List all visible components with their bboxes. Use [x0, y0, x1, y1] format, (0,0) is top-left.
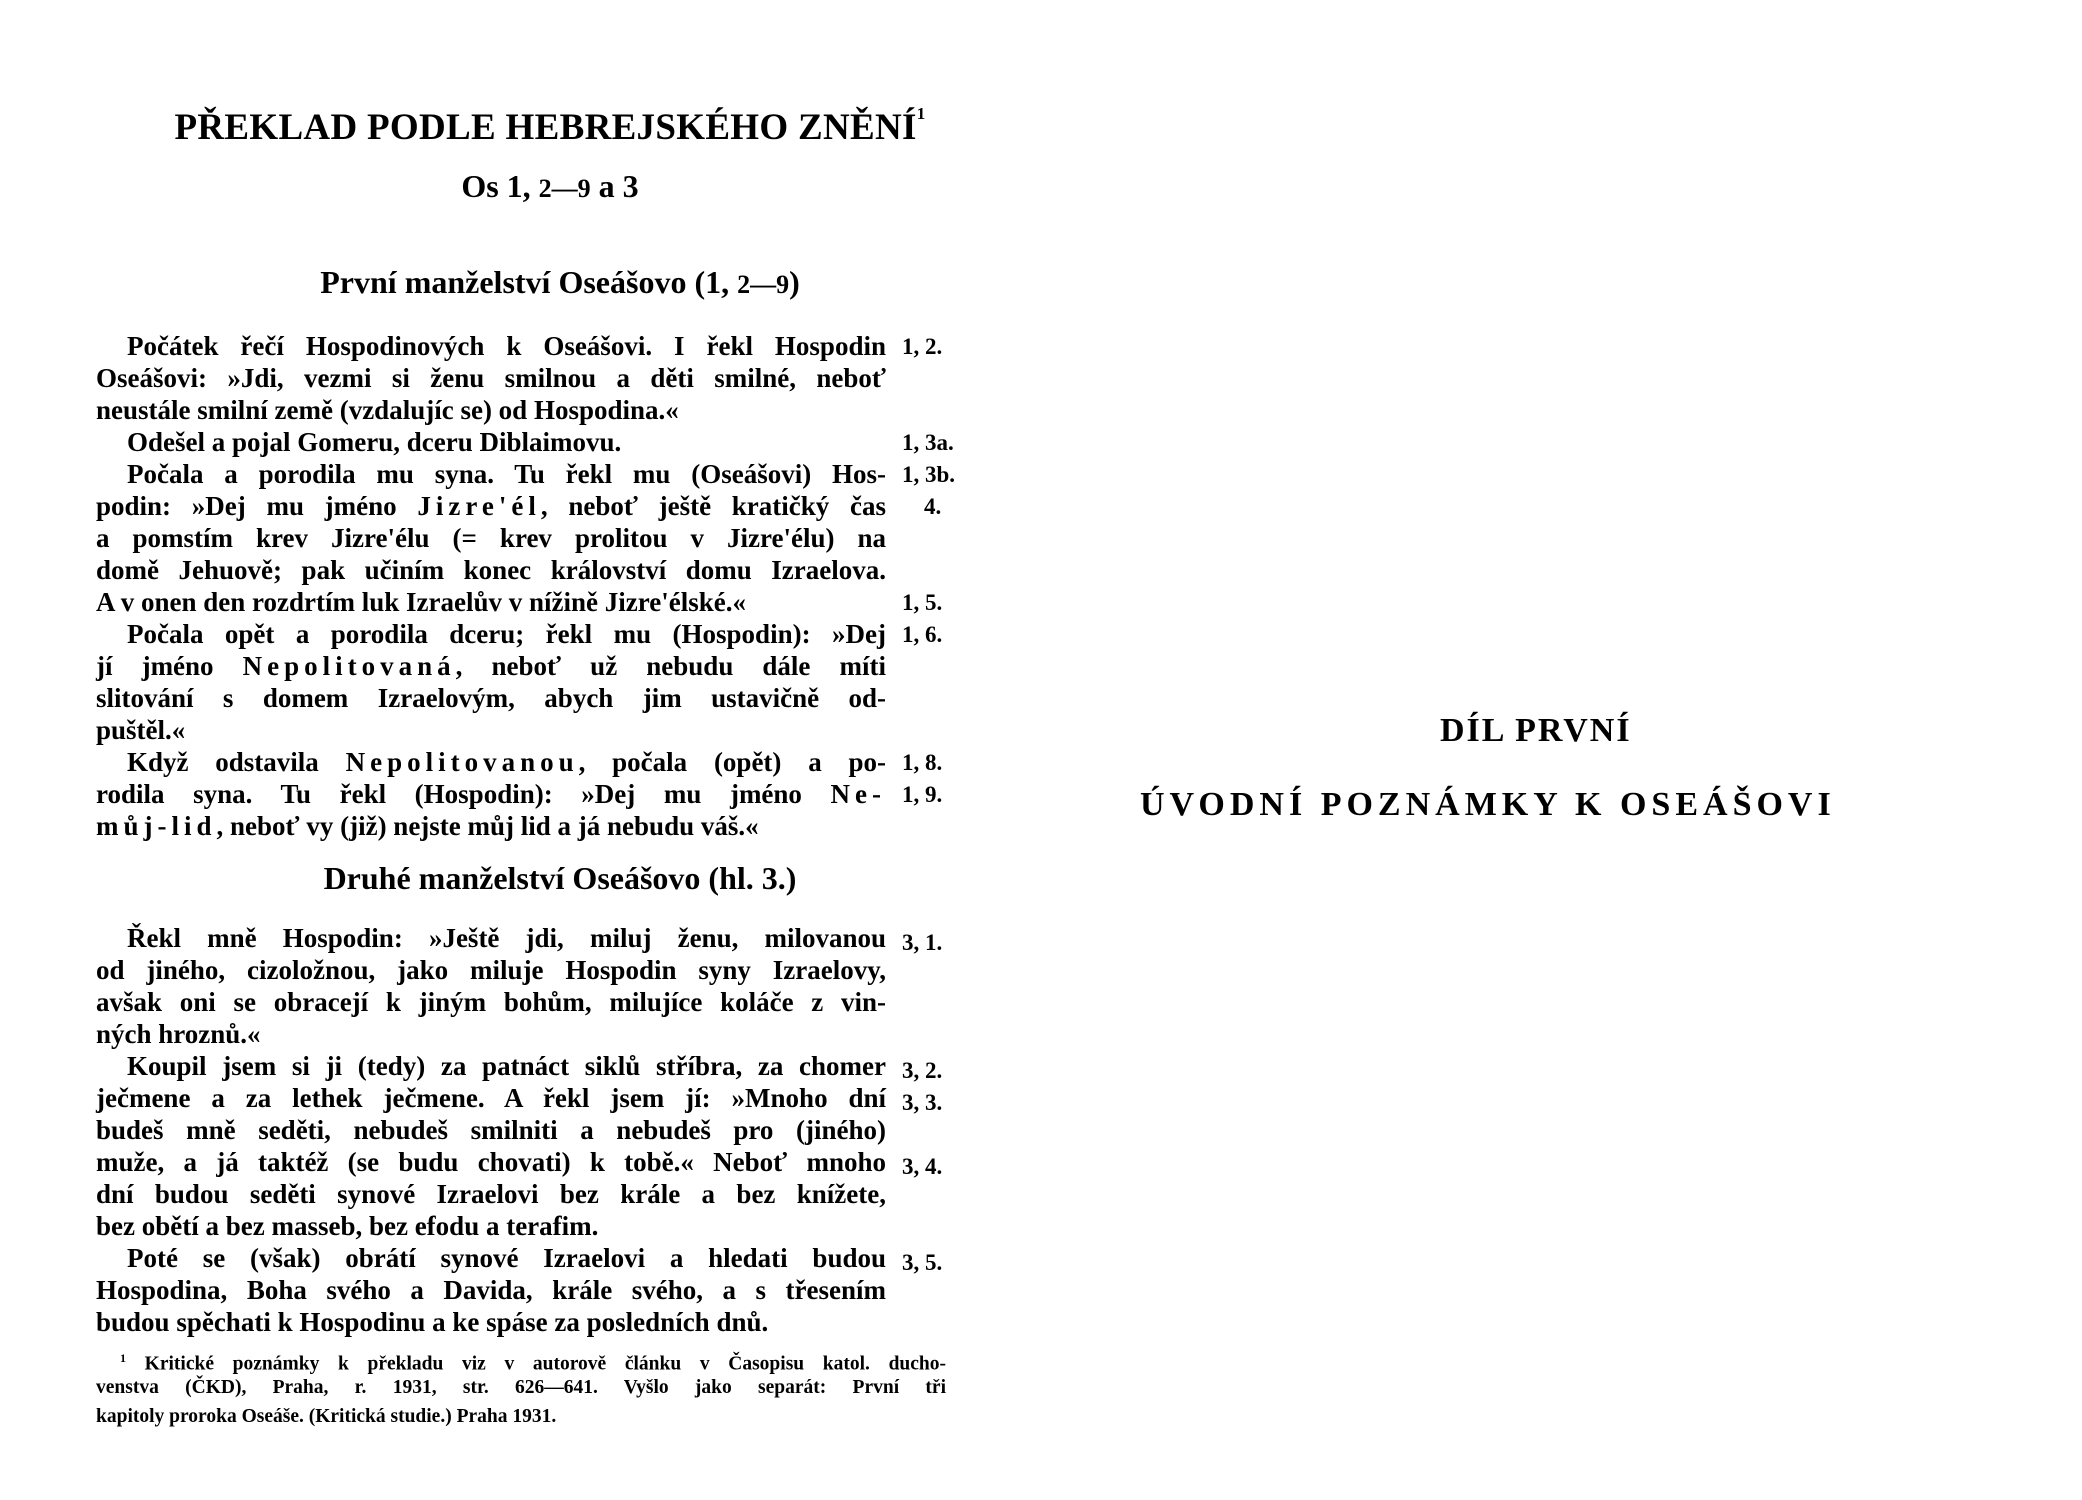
- subtitle-range: 2—9: [538, 174, 591, 203]
- text-line: Oseášovi: »Jdi, vezmi si ženu smilnou a děti smilné, neboť: [96, 363, 886, 393]
- spaced-name: Jizre'él: [417, 491, 541, 521]
- spaced-name: můj-lid: [96, 811, 217, 841]
- text-line: budeš mně seděti, nebudeš smilniti a nebudeš pro (jiného): [96, 1115, 886, 1145]
- text-line: Řekl mně Hospodin: »Ještě jdi, miluj ženu, milovanou: [127, 923, 886, 953]
- text-line: slitování s domem Izraelovým, abych jim ustavičně od-: [96, 683, 886, 713]
- page-title: [140, 106, 960, 149]
- subtitle-prefix: Os 1,: [461, 168, 539, 204]
- spaced-name: Nepolitovaná: [242, 651, 456, 681]
- text-line: Počala a porodila mu syna. Tu řekl mu (Oseášovi) Hos-: [127, 459, 886, 489]
- verse-ref: 3, 1.: [902, 930, 943, 955]
- title-footnote-mark: 1: [916, 104, 926, 123]
- verse-ref: 1, 8.: [902, 750, 943, 775]
- text-line: puštěl.«: [96, 715, 186, 745]
- verse-ref: 3, 3.: [902, 1090, 943, 1115]
- section1-text: [96, 330, 886, 842]
- text-line: [96, 810, 886, 842]
- text-line: avšak oni se obracejí k jiným bohům, milujíce koláče z vin-: [96, 987, 886, 1017]
- text-line: A v onen den rozdrtím luk Izraelův v nížině Jizre'élské.«: [96, 587, 746, 617]
- text-line: od jiného, cizoložnou, jako miluje Hospodin syny Izraelovy,: [96, 955, 886, 985]
- subtitle: [140, 168, 960, 205]
- subtitle-suffix: a 3: [590, 168, 639, 204]
- verse-ref: 1, 5.: [902, 590, 943, 615]
- text-span: Když odstavila: [127, 747, 346, 777]
- text-line: a pomstím krev Jizre'élu (= krev prolitou v Jizre'élu) na: [96, 523, 886, 553]
- heading-prefix: První manželství Oseášovo (1,: [320, 264, 738, 300]
- text-line: Hospodina, Boha svého a Davida, krále svého, a s třesením: [96, 1275, 886, 1305]
- text-line: [96, 746, 886, 778]
- text-line: Odešel a pojal Gomeru, dceru Diblaimovu.: [127, 427, 622, 457]
- part-label: DÍL PRVNÍ: [1440, 712, 1632, 749]
- title-text: PŘEKLAD PODLE HEBREJSKÉHO ZNĚNÍ: [174, 107, 917, 148]
- spaced-name: Ne-: [830, 779, 886, 809]
- text-line: muže, a já taktéž (se budu chovati) k tobě.« Neboť mnoho: [96, 1147, 886, 1177]
- text-span: , neboť ještě kratičký čas: [540, 491, 886, 521]
- text-line: Koupil jsem si ji (tedy) za patnáct siklů stříbra, za chomer: [127, 1051, 886, 1081]
- text-line: neustále smilní země (vzdalujíc se) od Hospodina.«: [96, 395, 679, 425]
- text-line: [96, 778, 886, 810]
- verse-ref: 1, 2.: [902, 334, 943, 359]
- footnote-line: venstva (ČKD), Praha, r. 1931, str. 626—641. Vyšlo jako separát: První tři: [96, 1377, 946, 1398]
- text-line: bez obětí a bez masseb, bez efodu a terafim.: [96, 1211, 599, 1241]
- text-line: [96, 490, 886, 522]
- section2-text: [96, 922, 886, 1338]
- text-line: ječmene a za lethek ječmene. A řekl jsem jí: »Mnoho dní: [96, 1083, 886, 1113]
- verse-ref: 1, 6.: [902, 622, 943, 647]
- verse-ref: 1, 3a.: [902, 430, 954, 455]
- verse-ref: 4.: [924, 494, 942, 519]
- text-span: , neboť vy (již) nejste můj lid a já nebudu váš.«: [216, 811, 759, 841]
- text-span: , neboť už nebudu dále míti: [455, 651, 886, 681]
- section-heading-second-marriage: Druhé manželství Oseášovo (hl. 3.): [323, 860, 797, 896]
- verse-ref: 1, 9.: [902, 782, 943, 807]
- verse-ref: 3, 2.: [902, 1058, 943, 1083]
- heading-range: 2—9: [737, 270, 790, 299]
- part-title: ÚVODNÍ POZNÁMKY K OSEÁŠOVI: [1140, 786, 1836, 823]
- text-line: [96, 650, 886, 682]
- footnote-line: [96, 1344, 946, 1373]
- text-span: rodila syna. Tu řekl (Hospodin): »Dej mu jméno: [96, 779, 831, 809]
- text-span: jí jméno: [96, 651, 243, 681]
- text-line: dní budou seděti synové Izraelovi bez krále a bez knížete,: [96, 1179, 886, 1209]
- section-heading-first-marriage: [150, 264, 970, 301]
- text-span: podin: »Dej mu jméno: [96, 491, 418, 521]
- verse-ref: 1, 3b.: [902, 462, 956, 487]
- heading-suffix: ): [789, 264, 800, 300]
- footnote: [96, 1344, 946, 1431]
- text-span: , počala (opět) a po-: [578, 747, 886, 777]
- text-line: Poté se (však) obrátí synové Izraelovi a hledati budou: [127, 1243, 886, 1273]
- text-line: Počala opět a porodila dceru; řekl mu (Hospodin): »Dej: [127, 619, 886, 649]
- footnote-line: kapitoly proroka Oseáše. (Kritická studie.) Praha 1931.: [96, 1406, 557, 1427]
- footnote-mark: 1: [120, 1351, 126, 1365]
- spaced-name: Nepolitovanou: [345, 747, 579, 777]
- footnote-text: Kritické poznámky k překladu viz v autorově článku v Časopisu katol. ducho-: [144, 1353, 947, 1375]
- text-line: ných hroznů.«: [96, 1019, 261, 1049]
- text-line: domě Jehuově; pak učiním konec království domu Izraelova.: [96, 555, 886, 585]
- verse-ref: 3, 4.: [902, 1154, 943, 1179]
- text-line: budou spěchati k Hospodinu a ke spáse za posledních dnů.: [96, 1307, 769, 1337]
- verse-ref: 3, 5.: [902, 1250, 943, 1275]
- text-line: Počátek řečí Hospodinových k Oseášovi. I řekl Hospodin: [127, 331, 886, 361]
